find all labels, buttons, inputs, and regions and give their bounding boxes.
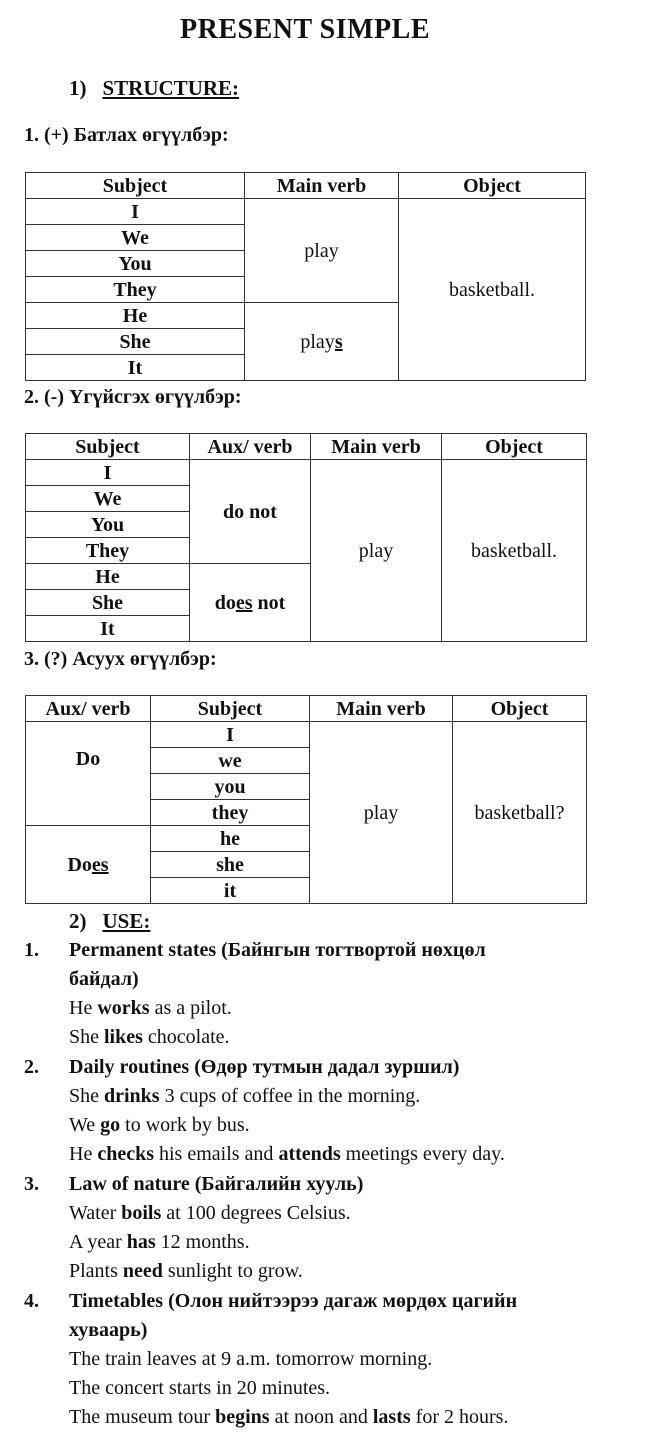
example-sentence (69, 1345, 629, 1374)
subject-cell: He (26, 303, 245, 329)
use-item-number: 1. (24, 939, 39, 961)
example-sentence (69, 1374, 629, 1403)
example-text: 3 cups of coffee in the morning. (159, 1085, 421, 1107)
aux-suffix: es (235, 591, 253, 614)
example-text: She (69, 1026, 104, 1048)
verb-base: play (300, 330, 335, 353)
header-subject: Subject (26, 173, 245, 199)
subject-cell: we (151, 748, 310, 774)
question-heading: 3. (?) Асуух өгүүлбэр: (24, 648, 217, 670)
example-text: The museum tour (69, 1406, 216, 1428)
example-sentence (69, 1199, 629, 1228)
aux-cell-singular (26, 826, 151, 904)
structure-label: STRUCTURE: (102, 76, 240, 100)
aux-cell-singular (190, 564, 311, 642)
use-number: 2) (69, 909, 87, 933)
verb-cell: play (310, 722, 453, 904)
subject-cell: they (151, 800, 310, 826)
example-sentence (69, 1140, 629, 1169)
example-sentence (69, 1228, 629, 1257)
example-text: chocolate. (142, 1026, 230, 1048)
aux-negation: not (252, 591, 286, 614)
example-sentence (69, 1023, 629, 1052)
subject-cell: We (26, 225, 245, 251)
subject-cell: It (26, 355, 245, 381)
example-verb: boils (121, 1202, 162, 1224)
subject-cell: you (151, 774, 310, 800)
example-text: to work by bus. (120, 1114, 250, 1136)
example-sentence (69, 994, 629, 1023)
header-main-verb: Main verb (310, 696, 453, 722)
example-sentence (69, 1257, 629, 1286)
use-item-number: 3. (24, 1173, 39, 1195)
example-verb: lasts (372, 1406, 411, 1428)
subject-cell: They (26, 538, 190, 564)
example-verb: begins (215, 1406, 270, 1428)
example-text: We (69, 1114, 101, 1136)
verb-cell: play (311, 460, 442, 642)
example-text: He (69, 1143, 98, 1165)
example-text: She (69, 1085, 104, 1107)
example-text: He (69, 997, 98, 1019)
use-item-number: 2. (24, 1056, 39, 1078)
subject-cell: You (26, 251, 245, 277)
subject-cell: She (26, 590, 190, 616)
example-text: his emails and (154, 1143, 279, 1165)
header-main-verb: Main verb (311, 434, 442, 460)
use-item-title: байдал) (69, 968, 139, 990)
header-object: Object (442, 434, 587, 460)
example-sentence (69, 1403, 629, 1432)
example-text: meetings every day. (340, 1143, 505, 1165)
aux-cell-plural: Do (26, 722, 151, 826)
use-item-number: 4. (24, 1290, 39, 1312)
example-sentence (69, 1111, 629, 1140)
subject-cell: she (151, 852, 310, 878)
object-cell: basketball. (399, 199, 586, 381)
verb-cell-plural: play (245, 199, 399, 303)
header-main-verb: Main verb (245, 173, 399, 199)
use-heading (69, 909, 150, 934)
example-text: Water (69, 1202, 122, 1224)
example-verb: works (97, 997, 150, 1019)
example-text: as a pilot. (149, 997, 232, 1019)
example-text: at 100 degrees Celsius. (161, 1202, 351, 1224)
verb-cell-singular (245, 303, 399, 381)
header-aux-verb: Aux/ verb (190, 434, 311, 460)
page-title: PRESENT SIMPLE (180, 14, 430, 45)
example-verb: likes (104, 1026, 143, 1048)
example-text: The concert starts in 20 minutes. (69, 1377, 331, 1399)
subject-cell: I (26, 460, 190, 486)
example-verb: attends (278, 1143, 341, 1165)
affirmative-table (25, 172, 586, 381)
subject-cell: She (26, 329, 245, 355)
subject-cell: You (26, 512, 190, 538)
aux-cell-plural: do not (190, 460, 311, 564)
aux-suffix: es (91, 853, 109, 876)
aux-base: do (214, 591, 236, 614)
header-object: Object (399, 173, 586, 199)
aux-base: Do (67, 853, 92, 876)
subject-cell: he (151, 826, 310, 852)
object-cell: basketball. (442, 460, 587, 642)
subject-cell: They (26, 277, 245, 303)
header-subject: Subject (26, 434, 190, 460)
header-aux-verb: Aux/ verb (26, 696, 151, 722)
header-object: Object (453, 696, 587, 722)
subject-cell: I (26, 199, 245, 225)
example-text: at noon and (269, 1406, 373, 1428)
use-item-title: Timetables (Олон нийтээрээ дагаж мөрдөх цагийн (69, 1290, 518, 1312)
subject-cell: It (26, 616, 190, 642)
example-verb: has (126, 1231, 156, 1253)
use-item-title: Law of nature (Байгалийн хууль) (69, 1173, 364, 1195)
question-table (25, 695, 587, 904)
example-text: sunlight to grow. (162, 1260, 303, 1282)
subject-cell: We (26, 486, 190, 512)
use-item-title: Daily routines (Өдөр тутмын дадал зуршил) (69, 1056, 460, 1078)
subject-cell: it (151, 878, 310, 904)
object-cell: basketball? (453, 722, 587, 904)
use-item-title: хуваарь) (69, 1319, 148, 1341)
structure-number: 1) (69, 76, 87, 100)
verb-suffix: s (334, 330, 343, 353)
example-sentence (69, 1082, 629, 1111)
use-label: USE: (102, 909, 151, 933)
negative-table (25, 433, 587, 642)
header-subject: Subject (151, 696, 310, 722)
example-verb: checks (97, 1143, 154, 1165)
use-item-title: Permanent states (Байнгын тогтвортой нөхцөл (69, 939, 486, 961)
example-text: 12 months. (155, 1231, 250, 1253)
negative-heading: 2. (-) Үгүйсгэх өгүүлбэр: (24, 386, 242, 408)
example-verb: drinks (104, 1085, 160, 1107)
example-text: The train leaves at 9 a.m. tomorrow morning. (69, 1348, 433, 1370)
use-item-body (69, 1170, 629, 1286)
example-verb: need (122, 1260, 163, 1282)
subject-cell: He (26, 564, 190, 590)
structure-heading (69, 76, 239, 101)
use-item-body (69, 1287, 629, 1432)
example-text: Plants (69, 1260, 123, 1282)
example-text: for 2 hours. (410, 1406, 509, 1428)
subject-cell: I (151, 722, 310, 748)
example-text: A year (69, 1231, 127, 1253)
use-item-body (69, 936, 629, 1052)
example-verb: go (100, 1114, 121, 1136)
use-item-body (69, 1053, 629, 1169)
affirmative-heading: 1. (+) Батлах өгүүлбэр: (24, 124, 229, 146)
